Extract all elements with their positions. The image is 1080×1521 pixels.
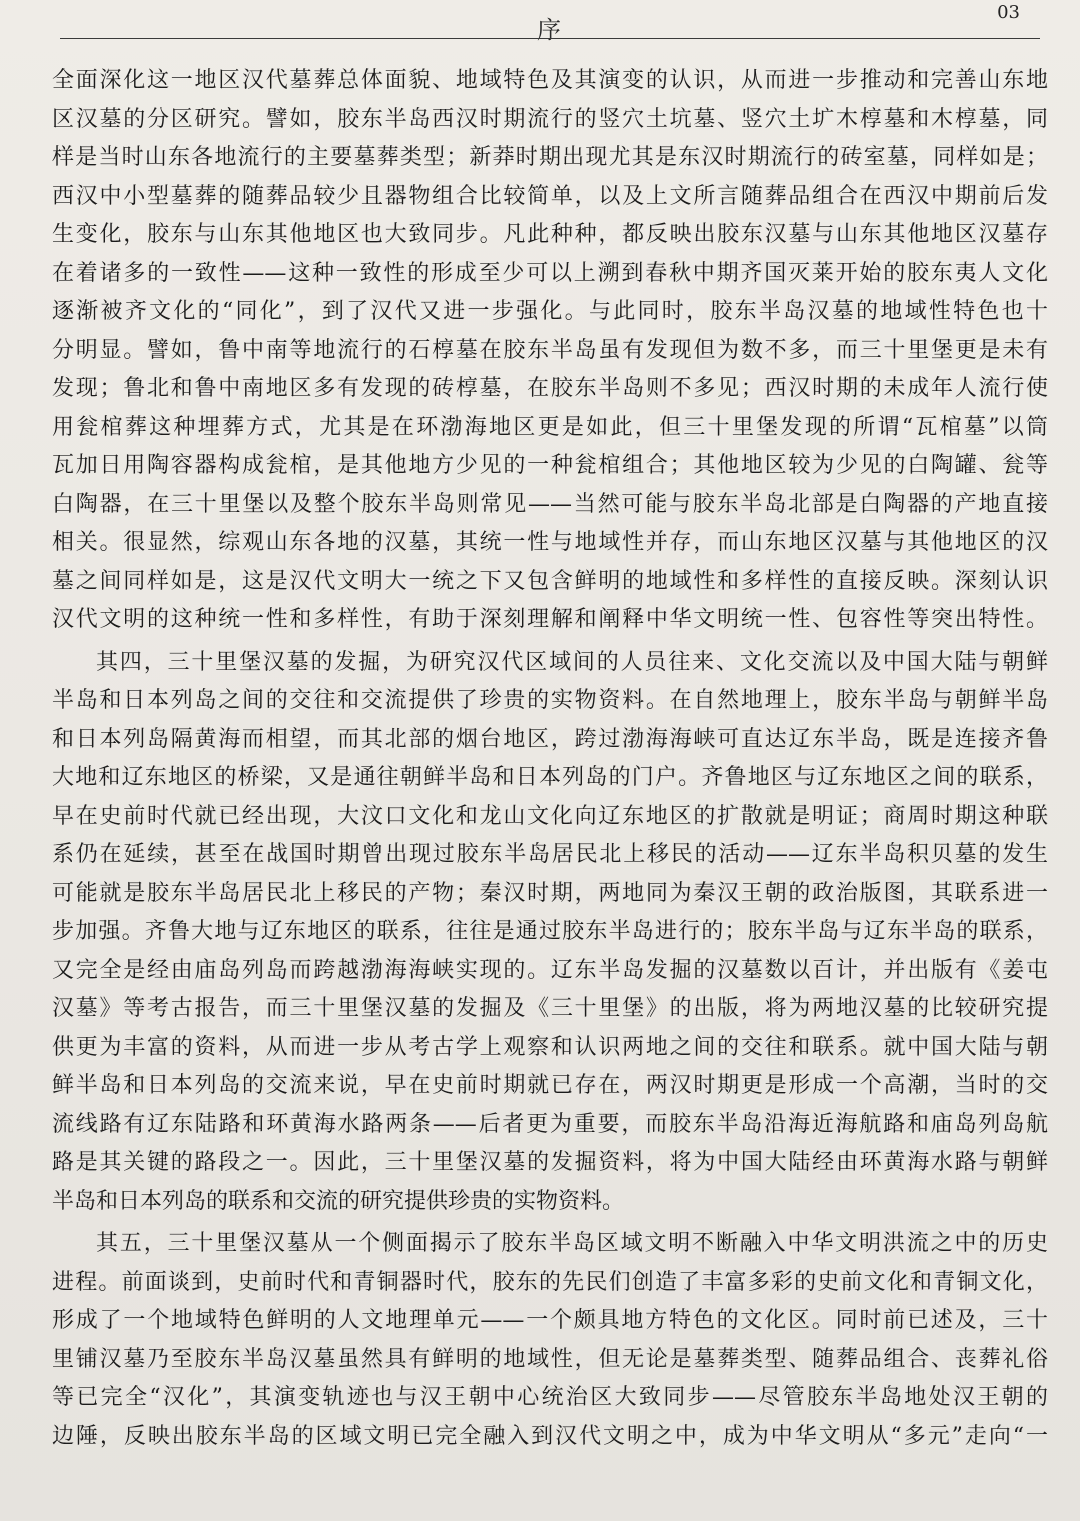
text-line: 西汉中小型墓葬的随葬品较少且器物组合比较简单，以及上文所言随葬品组合在西汉中期前后发 <box>52 183 1048 209</box>
text-line: 全面深化这一地区汉代墓葬总体面貌、地域特色及其演变的认识，从而进一步推动和完善山东地 <box>52 68 1048 93</box>
text-line: 汉代文明的这种统一性和多样性，有助于深刻理解和阐释中华文明统一性、包容性等突出特性。 <box>52 607 1048 632</box>
text-line: 其四，三十里堡汉墓的发掘，为研究汉代区域间的人员往来、文化交流以及中国大陆与朝鲜 <box>96 649 1048 675</box>
text-line: 半岛和日本列岛的联系和交流的研究提供珍贵的实物资料。 <box>52 1188 625 1214</box>
text-line: 里铺汉墓乃至胶东半岛汉墓虽然具有鲜明的地域性，但无论是墓葬类型、随葬品组合、丧葬礼俗 <box>52 1346 1048 1372</box>
text-line: 大地和辽东地区的桥梁，又是通往朝鲜半岛和日本列岛的门户。齐鲁地区与辽东地区之间的联系， <box>52 765 1048 790</box>
text-line: 用瓮棺葬这种埋葬方式，尤其是在环渤海地区更是如此，但三十里堡发现的所谓“瓦棺墓”以筒 <box>52 414 1048 440</box>
body-text <box>52 62 1048 1456</box>
text-line: 相关。很显然，综观山东各地的汉墓，其统一性与地域性并存，而山东地区汉墓与其他地区的汉 <box>52 530 1048 555</box>
header-rule <box>60 38 1040 39</box>
page-number: 03 <box>997 2 1020 23</box>
paragraph <box>52 644 1048 1222</box>
text-line: 流线路有辽东陆路和环黄海水路两条——后者更为重要，而胶东半岛沿海近海航路和庙岛列岛航 <box>52 1111 1048 1137</box>
text-line: 发现；鲁北和鲁中南地区多有发现的砖椁墓，在胶东半岛则不多见；西汉时期的未成年人流行使 <box>52 376 1048 401</box>
text-line: 生变化，胶东与山东其他地区也大致同步。凡此种种，都反映出胶东汉墓与山东其他地区汉墓存 <box>52 222 1048 247</box>
text-line: 早在史前时代就已经出现，大汶口文化和龙山文化向辽东地区的扩散就是明证；商周时期这种联 <box>52 803 1048 829</box>
paragraph <box>52 1225 1048 1456</box>
text-line: 汉墓》等考古报告，而三十里堡汉墓的发掘及《三十里堡》的出版，将为两地汉墓的比较研究提 <box>52 996 1048 1021</box>
text-line: 墓之间同样如是，这是汉代文明大一统之下又包含鲜明的地域性和多样性的直接反映。深刻认识 <box>52 568 1048 594</box>
text-line: 可能就是胶东半岛居民北上移民的产物；秦汉时期，两地同为秦汉王朝的政治版图，其联系进一 <box>52 880 1048 906</box>
text-line: 系仍在延续，甚至在战国时期曾出现过胶东半岛居民北上移民的活动——辽东半岛积贝墓的发生 <box>52 842 1048 867</box>
running-header <box>60 0 1040 44</box>
text-line: 进程。前面谈到，史前时代和青铜器时代，胶东的先民们创造了丰富多彩的史前文化和青铜文化， <box>52 1269 1048 1295</box>
text-line: 和日本列岛隔黄海而相望，而其北部的烟台地区，跨过渤海海峡可直达辽东半岛，既是连接齐鲁 <box>52 726 1048 752</box>
text-line: 鲜半岛和日本列岛的交流来说，早在史前时期就已存在，两汉时期更是形成一个高潮，当时的交 <box>52 1073 1048 1098</box>
text-line: 分明显。譬如，鲁中南等地流行的石椁墓在胶东半岛虽有发现但为数不多，而三十里堡更是未有 <box>52 337 1048 363</box>
text-line: 路是其关键的路段之一。因此，三十里堡汉墓的发掘资料，将为中国大陆经由环黄海水路与朝鲜 <box>52 1150 1048 1175</box>
text-line: 等已完全“汉化”，其演变轨迹也与汉王朝中心统治区大致同步——尽管胶东半岛地处汉王朝的 <box>52 1385 1048 1410</box>
text-line: 其五，三十里堡汉墓从一个侧面揭示了胶东半岛区域文明不断融入中华文明洪流之中的历史 <box>96 1231 1048 1256</box>
text-line: 供更为丰富的资料，从而进一步从考古学上观察和认识两地之间的交往和联系。就中国大陆与朝 <box>52 1034 1048 1060</box>
text-line: 步加强。齐鲁大地与辽东地区的联系，往往是通过胶东半岛进行的；胶东半岛与辽东半岛的联系， <box>52 919 1048 944</box>
text-line: 区汉墓的分区研究。譬如，胶东半岛西汉时期流行的竖穴土坑墓、竖穴土圹木椁墓和木椁墓，同 <box>52 106 1048 132</box>
text-line: 又完全是经由庙岛列岛而跨越渤海海峡实现的。辽东半岛发掘的汉墓数以百计，并出版有《姜屯 <box>52 957 1048 983</box>
text-line: 白陶器，在三十里堡以及整个胶东半岛则常见——当然可能与胶东半岛北部是白陶器的产地直接 <box>52 491 1048 517</box>
paragraph <box>52 62 1048 640</box>
text-line: 在着诸多的一致性——这种一致性的形成至少可以上溯到春秋中期齐国灭莱开始的胶东夷人文化 <box>52 260 1048 286</box>
text-line: 半岛和日本列岛之间的交往和交流提供了珍贵的实物资料。在自然地理上，胶东半岛与朝鲜半岛 <box>52 688 1048 713</box>
text-line: 边陲，反映出胶东半岛的区域文明已完全融入到汉代文明之中，成为中华文明从“多元”走向“一 <box>52 1423 1048 1449</box>
header-title: 序 <box>537 16 563 44</box>
text-line: 瓦加日用陶容器构成瓮棺，是其他地方少见的一种瓮棺组合；其他地区较为少见的白陶罐、瓮等 <box>52 453 1048 478</box>
text-line: 形成了一个地域特色鲜明的人文地理单元——一个颇具地方特色的文化区。同时前已述及，三十 <box>52 1308 1048 1333</box>
text-line: 逐渐被齐文化的“同化”，到了汉代又进一步强化。与此同时，胶东半岛汉墓的地域性特色也十 <box>52 299 1048 324</box>
text-line: 样是当时山东各地流行的主要墓葬类型；新莽时期出现尤其是东汉时期流行的砖室墓，同样如是； <box>52 145 1048 170</box>
